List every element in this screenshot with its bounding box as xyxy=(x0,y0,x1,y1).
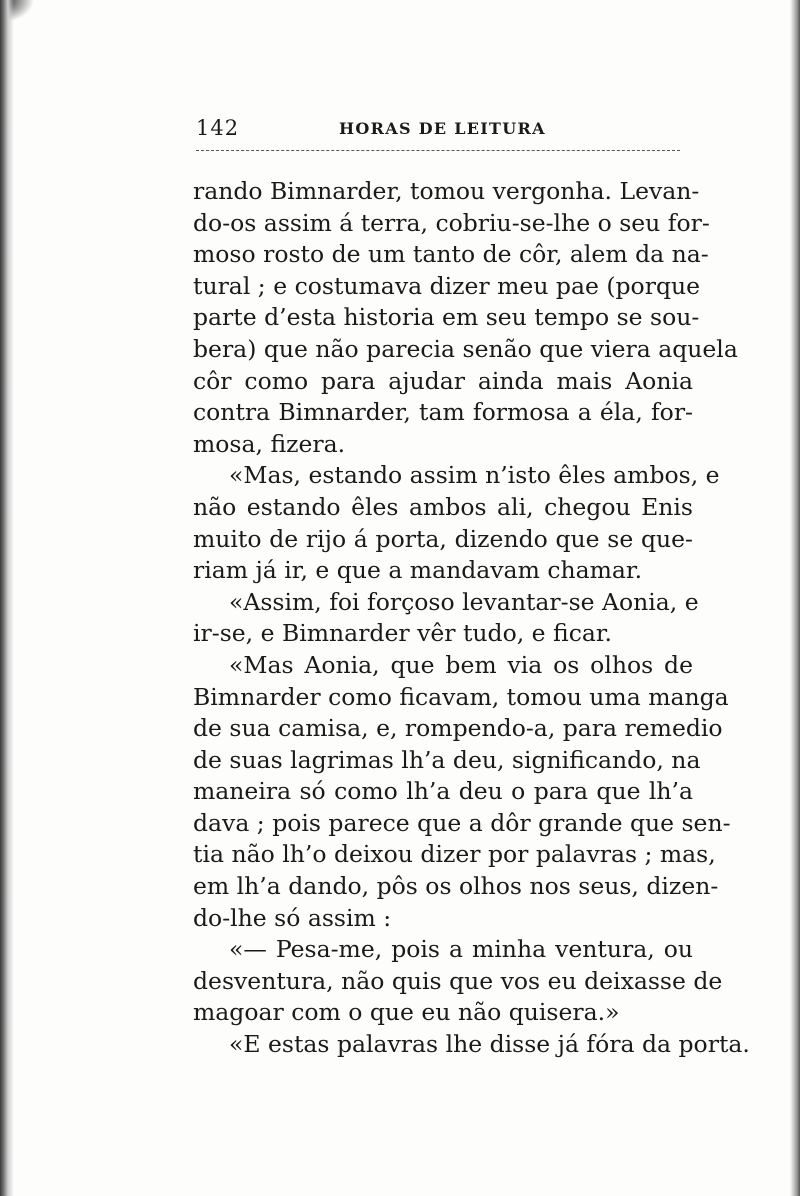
page-edge-left xyxy=(0,0,14,1196)
text-line: «Assim, foi forçoso levantar-se Aonia, e xyxy=(229,587,699,616)
text-line: do-os assim á terra, cobriu-se-lhe o seu for- xyxy=(193,208,710,237)
text-line: riam já ir, e que a mandavam chamar. xyxy=(193,556,643,585)
text-line: tural ; e costumava dizer meu pae (porque xyxy=(193,271,701,300)
body-text xyxy=(193,176,750,1061)
text-line: rando Bimnarder, tomou vergonha. Levan- xyxy=(193,177,700,205)
text-line: «— Pesa-me, pois a minha ventura, ou xyxy=(229,935,693,964)
text-line: bera) que não parecia senão que viera aquela xyxy=(193,334,738,363)
text-line: «E estas palavras lhe disse já fóra da porta. xyxy=(229,1030,750,1059)
text-line: «Mas, estando assim n’isto êles ambos, e xyxy=(229,461,720,490)
text-line: «Mas Aonia, que bem via os olhos de xyxy=(229,650,693,679)
text-line: moso rosto de um tanto de côr, alem da na- xyxy=(193,240,709,269)
text-line: dava ; pois parece que a dôr grande que sen- xyxy=(193,808,731,837)
text-line: ir-se, e Bimnarder vêr tudo, e ficar. xyxy=(193,619,613,648)
text-line: de sua camisa, e, rompendo-a, para remedio xyxy=(193,714,723,743)
text-line: muito de rijo á porta, dizendo que se que- xyxy=(193,524,693,553)
running-title: HORAS DE LEITURA xyxy=(339,119,546,138)
text-line: parte d’esta historia em seu tempo se sou- xyxy=(193,303,700,332)
text-line: côr como para ajudar ainda mais Aonia xyxy=(193,366,693,395)
text-line: do-lhe só assim : xyxy=(193,903,392,932)
text-line: maneira só como lh’a deu o para que lh’a xyxy=(193,777,693,806)
text-line: desventura, não quis que vos eu deixasse de xyxy=(193,966,723,995)
text-line: de suas lagrimas lh’a deu, significando, na xyxy=(193,745,701,774)
text-line: não estando êles ambos ali, chegou Enis xyxy=(193,492,693,521)
running-head xyxy=(196,116,676,146)
text-line: Bimnarder como ficavam, tomou uma manga xyxy=(193,682,729,711)
header-rule xyxy=(196,150,680,151)
text-line: tia não lh’o deixou dizer por palavras ; mas, xyxy=(193,840,716,869)
text-line: em lh’a dando, pôs os olhos nos seus, dizen- xyxy=(193,872,719,901)
page-edge-right xyxy=(790,0,800,1196)
page-number: 142 xyxy=(196,116,240,140)
text-line: magoar com o que eu não quisera.» xyxy=(193,998,620,1027)
text-line: contra Bimnarder, tam formosa a éla, for- xyxy=(193,398,693,427)
text-line: mosa, fizera. xyxy=(193,429,346,458)
